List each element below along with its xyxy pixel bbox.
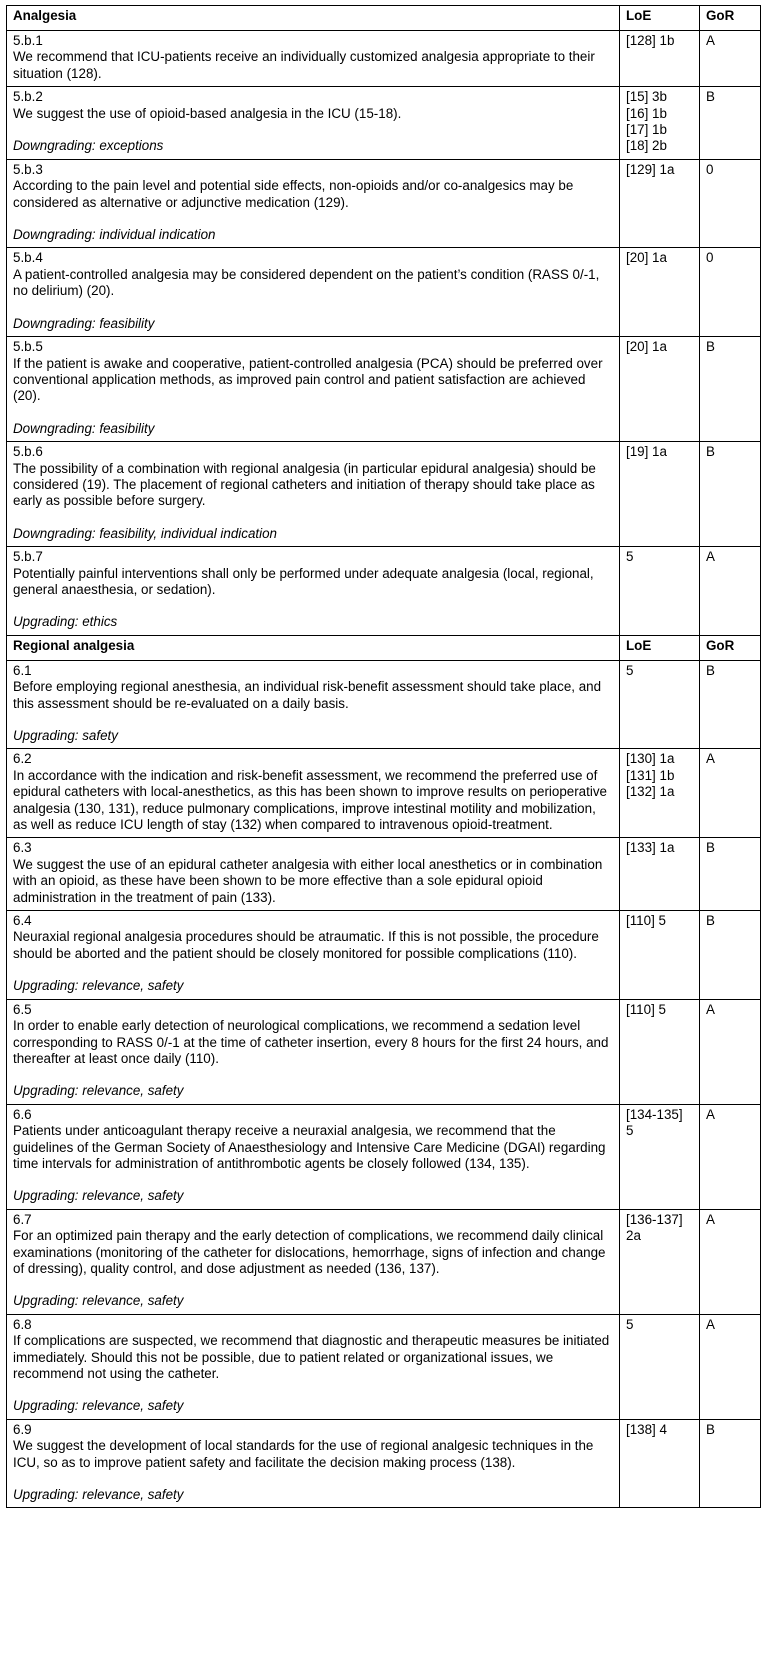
recommendation-cell xyxy=(7,248,620,337)
loe-cell xyxy=(620,159,700,248)
recommendation-text: In accordance with the indication and risk-benefit assessment, we recommend the preferred use of epidural catheters with local-anesthetics, as this has been shown to improve results on perioperative analgesia (130, 131), reduce pulmonary complications, improve intestinal motility and mobilization, as well as reduce ICU length of stay (132) when compared to intravenous opioid-treatment. xyxy=(13,767,607,833)
recommendation-id: 5.b.6 xyxy=(13,444,43,460)
recommendation-cell xyxy=(7,838,620,911)
recommendation-cell xyxy=(7,31,620,87)
recommendation-row xyxy=(7,31,761,87)
recommendation-text: We suggest the use of an epidural catheter analgesia with either local anesthetics or in combination with an opioid, as these have been shown to be more effective than a sole epidural opioid administration in the treatment of pain (133). xyxy=(13,856,603,905)
recommendation-text: We recommend that ICU-patients receive an individually customized analgesia appropriate to their situation (128). xyxy=(13,49,595,81)
loe-reference: [128] 1b xyxy=(626,33,675,48)
grading-note: Downgrading: feasibility, individual indication xyxy=(13,525,277,541)
recommendation-row xyxy=(7,838,761,911)
recommendation-cell xyxy=(7,442,620,547)
recommendation-id: 6.7 xyxy=(13,1211,32,1227)
recommendation-row xyxy=(7,87,761,160)
gor-cell: 0 xyxy=(700,248,761,337)
recommendation-cell xyxy=(7,547,620,636)
loe-reference: 5 xyxy=(626,1316,634,1332)
loe-cell xyxy=(620,1209,700,1314)
recommendation-text: If the patient is awake and cooperative, patient-controlled analgesia (PCA) should be preferred over conventional application methods, as improved pain control and patient satisfaction are achieved (20). xyxy=(13,355,603,404)
loe-cell xyxy=(620,31,700,87)
loe-cell xyxy=(620,87,700,160)
loe-column-header: LoE xyxy=(620,6,700,31)
recommendation-row xyxy=(7,1209,761,1314)
grading-note: Upgrading: relevance, safety xyxy=(13,1293,184,1309)
gor-cell: B xyxy=(700,87,761,160)
recommendation-id: 6.8 xyxy=(13,1316,32,1332)
loe-cell xyxy=(620,248,700,337)
recommendation-cell xyxy=(7,1314,620,1419)
gor-cell: B xyxy=(700,911,761,1000)
recommendation-row xyxy=(7,1104,761,1209)
section-header-row xyxy=(7,635,761,660)
recommendation-id: 6.1 xyxy=(13,662,32,678)
grading-note: Upgrading: relevance, safety xyxy=(13,1487,184,1503)
loe-cell xyxy=(620,442,700,547)
loe-reference: [134-135] xyxy=(626,1106,683,1122)
loe-cell xyxy=(620,999,700,1104)
recommendation-id: 5.b.7 xyxy=(13,549,43,565)
loe-reference: [16] 1b xyxy=(626,105,667,121)
recommendation-cell xyxy=(7,87,620,160)
recommendation-id: 6.4 xyxy=(13,913,32,929)
section-title: Analgesia xyxy=(7,6,620,31)
recommendation-table xyxy=(6,5,761,1508)
recommendation-row xyxy=(7,547,761,636)
recommendation-row xyxy=(7,1314,761,1419)
recommendation-id: 6.9 xyxy=(13,1421,32,1437)
grading-note: Upgrading: relevance, safety xyxy=(13,1083,184,1099)
loe-cell xyxy=(620,547,700,636)
loe-reference: [131] 1b xyxy=(626,767,675,783)
gor-cell: A xyxy=(700,999,761,1104)
recommendation-id: 5.b.5 xyxy=(13,339,43,355)
recommendation-cell xyxy=(7,749,620,838)
gor-cell: A xyxy=(700,547,761,636)
loe-cell xyxy=(620,911,700,1000)
recommendation-cell xyxy=(7,159,620,248)
loe-reference: [129] 1a xyxy=(626,161,675,177)
recommendation-row xyxy=(7,248,761,337)
gor-column-header: GoR xyxy=(700,635,761,660)
loe-cell xyxy=(620,337,700,442)
recommendation-cell xyxy=(7,1104,620,1209)
recommendation-id: 5.b.2 xyxy=(13,89,43,105)
recommendation-text: We suggest the development of local standards for the use of regional analgesic techniques in the ICU, so as to improve patient safety and facilitate the decision making process (138). xyxy=(13,1438,594,1470)
gor-cell: B xyxy=(700,838,761,911)
loe-reference: [133] 1a xyxy=(626,840,675,856)
section-header-row xyxy=(7,6,761,31)
loe-reference: 5 xyxy=(626,662,634,678)
gor-cell: B xyxy=(700,337,761,442)
grading-note: Downgrading: feasibility xyxy=(13,420,155,436)
recommendation-cell xyxy=(7,660,620,749)
grading-note: Downgrading: feasibility xyxy=(13,315,155,331)
recommendation-text: Patients under anticoagulant therapy receive a neuraxial analgesia, we recommend that the guidelines of the German Society of Anaesthesiology and Intensive Care Medicine (DGAI) regarding time intervals for administration of antithrombotic agents be closely followed (134, 135). xyxy=(13,1123,606,1171)
recommendation-row xyxy=(7,749,761,838)
gor-cell: A xyxy=(700,1314,761,1419)
loe-reference: [136-137] xyxy=(626,1211,683,1227)
grading-note: Upgrading: ethics xyxy=(13,614,118,630)
section-title: Regional analgesia xyxy=(7,635,620,660)
loe-reference: 2a xyxy=(626,1228,641,1244)
recommendation-cell xyxy=(7,1419,620,1508)
loe-reference: [19] 1a xyxy=(626,444,667,460)
loe-reference: 5 xyxy=(626,1123,634,1139)
loe-reference: [15] 3b xyxy=(626,89,667,105)
loe-cell xyxy=(620,1104,700,1209)
loe-reference: [17] 1b xyxy=(626,122,667,138)
loe-reference: [110] 5 xyxy=(626,1001,666,1017)
recommendation-id: 5.b.4 xyxy=(13,250,43,266)
recommendation-cell xyxy=(7,999,620,1104)
recommendation-cell xyxy=(7,911,620,1000)
grading-note: Downgrading: individual indication xyxy=(13,227,216,243)
recommendation-row xyxy=(7,660,761,749)
gor-cell: B xyxy=(700,1419,761,1508)
recommendation-id: 5.b.1 xyxy=(13,33,43,48)
recommendation-id: 6.5 xyxy=(13,1001,32,1017)
loe-cell xyxy=(620,660,700,749)
recommendation-id: 6.2 xyxy=(13,751,32,767)
loe-cell xyxy=(620,749,700,838)
recommendation-text: If complications are suspected, we recommend that diagnostic and therapeutic measures be initiated immediately. Should this not be possible, due to patient related or organizational issues, we recommend not using the catheter. xyxy=(13,1333,610,1381)
grading-note: Upgrading: relevance, safety xyxy=(13,978,184,994)
recommendation-text: Potentially painful interventions shall only be performed under adequate analgesia (local, regional, general anaesthesia, or sedation). xyxy=(13,565,594,597)
gor-cell: A xyxy=(700,1209,761,1314)
grading-note: Upgrading: relevance, safety xyxy=(13,1398,184,1414)
loe-reference: [138] 4 xyxy=(626,1421,667,1437)
loe-cell xyxy=(620,1419,700,1508)
gor-cell: A xyxy=(700,749,761,838)
loe-reference: [20] 1a xyxy=(626,339,667,355)
loe-cell xyxy=(620,838,700,911)
recommendation-row xyxy=(7,999,761,1104)
recommendation-cell xyxy=(7,1209,620,1314)
gor-cell: A xyxy=(700,31,761,87)
recommendation-row xyxy=(7,337,761,442)
recommendation-text: For an optimized pain therapy and the early detection of complications, we recommend daily clinical examinations (monitoring of the catheter for dislocations, hemorrhage, signs of infection and change of dressing), quality control, and dose adjustment as needed (136, 137). xyxy=(13,1228,606,1276)
loe-reference: [110] 5 xyxy=(626,913,666,929)
recommendation-cell xyxy=(7,337,620,442)
loe-reference: [130] 1a xyxy=(626,751,675,767)
loe-column-header: LoE xyxy=(620,635,700,660)
gor-column-header: GoR xyxy=(700,6,761,31)
recommendation-text: Neuraxial regional analgesia procedures should be atraumatic. If this is not possible, the procedure should be aborted and the patient should be closely monitored for possible complications (110). xyxy=(13,929,599,961)
gor-cell: B xyxy=(700,660,761,749)
recommendation-text: According to the pain level and potential side effects, non-opioids and/or co-analgesics may be considered as alternative or adjunctive medication (129). xyxy=(13,178,574,210)
grading-note: Upgrading: safety xyxy=(13,728,118,743)
loe-reference: 5 xyxy=(626,549,634,565)
loe-reference: [132] 1a xyxy=(626,784,675,800)
recommendation-text: A patient-controlled analgesia may be considered dependent on the patient’s condition (RASS 0/-1, no delirium) (20). xyxy=(13,266,600,299)
recommendation-row xyxy=(7,911,761,1000)
loe-reference: [18] 2b xyxy=(626,138,667,154)
recommendation-text: We suggest the use of opioid-based analgesia in the ICU (15-18). xyxy=(13,105,402,121)
recommendation-text: The possibility of a combination with regional analgesia (in particular epidural analgesia) should be considered (19). The placement of regional catheters and initiation of therapy should take place as early as possible before surgery. xyxy=(13,460,596,509)
grading-note: Downgrading: exceptions xyxy=(13,138,164,154)
loe-cell xyxy=(620,1314,700,1419)
recommendation-text: In order to enable early detection of neurological complications, we recommend a sedation level corresponding to RASS 0/-1 at the time of catheter insertion, every 8 hours for the first 24 hours, and thereafter at least once daily (110). xyxy=(13,1018,609,1066)
recommendation-id: 6.6 xyxy=(13,1106,32,1122)
recommendation-id: 5.b.3 xyxy=(13,161,43,177)
grading-note: Upgrading: relevance, safety xyxy=(13,1188,184,1204)
recommendation-row xyxy=(7,159,761,248)
table-body xyxy=(7,6,761,1508)
recommendation-id: 6.3 xyxy=(13,840,32,856)
gor-cell: A xyxy=(700,1104,761,1209)
gor-cell: 0 xyxy=(700,159,761,248)
gor-cell: B xyxy=(700,442,761,547)
loe-reference: [20] 1a xyxy=(626,250,667,266)
recommendation-text: Before employing regional anesthesia, an individual risk-benefit assessment should take place, and this assessment should be re-evaluated on a daily basis. xyxy=(13,679,602,711)
recommendation-row xyxy=(7,1419,761,1508)
recommendation-row xyxy=(7,442,761,547)
